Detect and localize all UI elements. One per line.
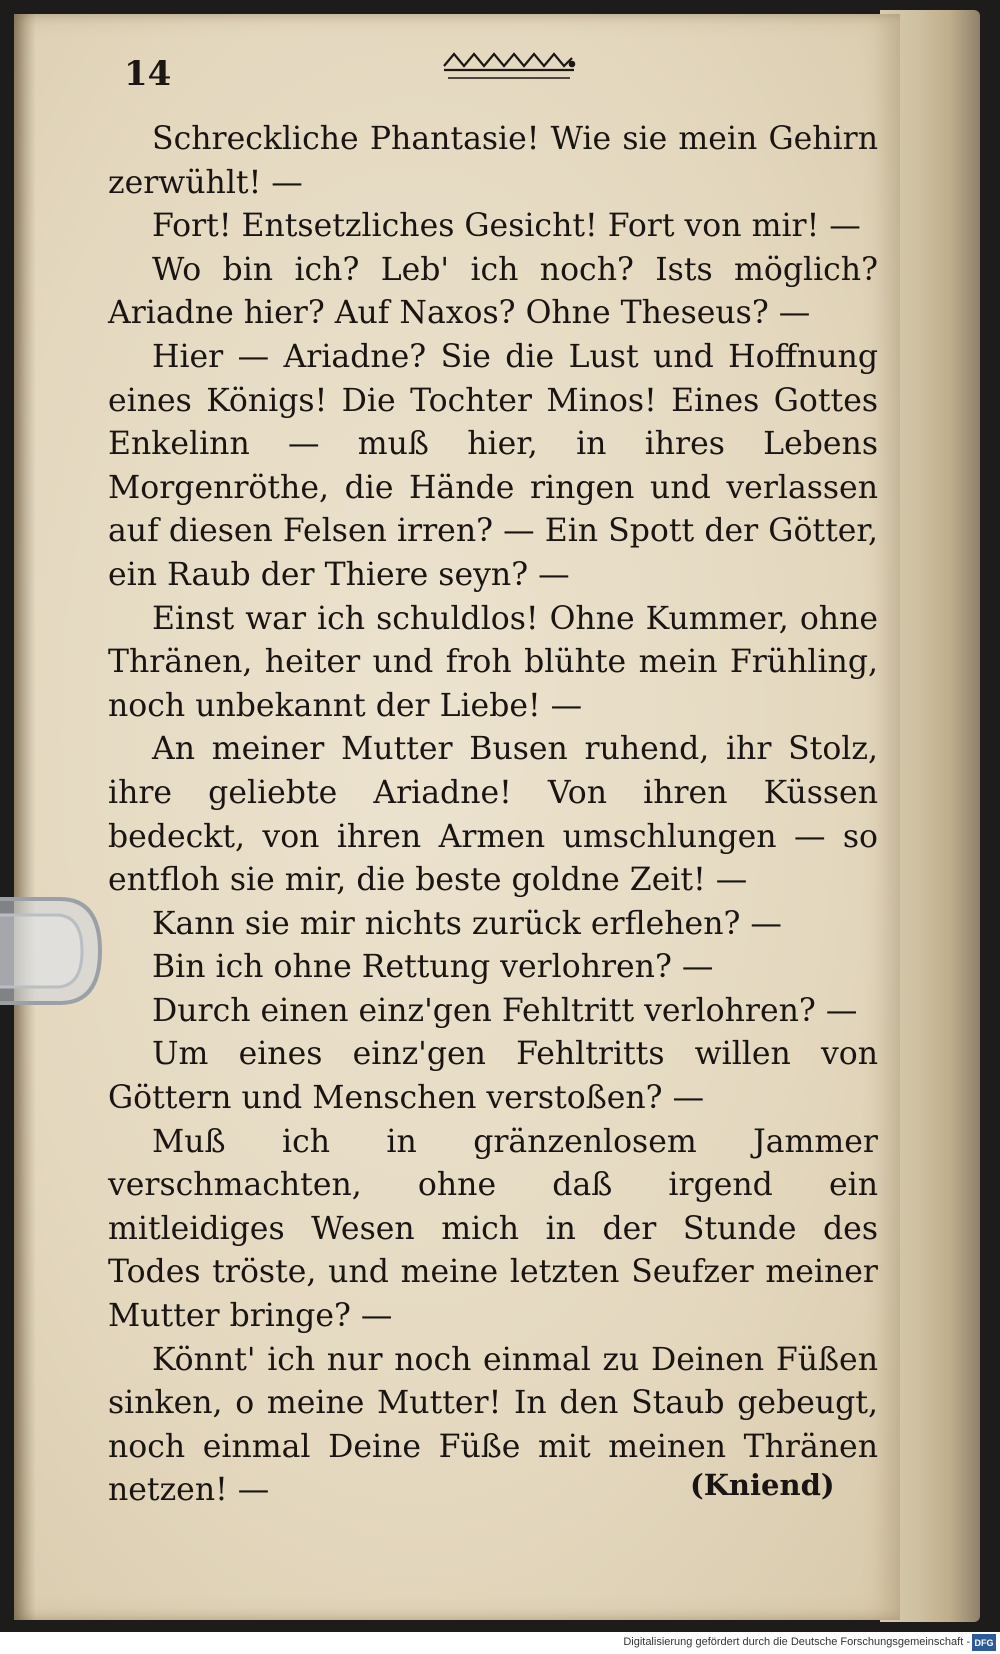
- paragraph: Durch einen einz'gen Fehltritt verlohren? —: [152, 992, 858, 1029]
- paragraph: Einst war ich schuldlos! Ohne Kummer, ohne Thränen, heiter und froh blühte mein Frühling, noch unbekannt der Liebe! —: [108, 600, 878, 724]
- paragraph: Bin ich ohne Rettung verlohren? —: [152, 949, 714, 986]
- paragraph: Schreckliche Phantasie! Wie sie mein Gehirn zerwühlt! —: [108, 121, 878, 201]
- paragraph: Wo bin ich? Leb' ich noch? Ists möglich? Ariadne hier? Auf Naxos? Ohne Theseus? —: [108, 251, 878, 332]
- paragraph: Muß ich in gränzenlosem Jammer verschmachten, ohne daß irgend ein mitleidiges Wesen mich in der Stunde des Todes tröste, und meine letzten Seufzer meiner Mutter bringe? —: [108, 1123, 878, 1335]
- paragraph: Hier — Ariadne? Sie die Lust und Hoffnung eines Königs! Die Tochter Minos! Eines Gottes Enkelinn — muß hier, in ihres Lebens Morgenröthe, die Hände ringen und verlassen auf diesen Felsen irren? — Ein Spott der Götter, ein Raub der Thiere seyn? —: [108, 338, 878, 593]
- paragraph: Fort! Entsetzliches Gesicht! Fort von mir! —: [152, 208, 861, 245]
- paragraph: Um eines einz'gen Fehltritts willen von Göttern und Menschen verstoßen? —: [108, 1036, 878, 1117]
- dfg-logo: DFG: [972, 1634, 996, 1651]
- header-ornament: [440, 48, 578, 88]
- paragraph: Könnt' ich nur noch einmal zu Deinen Füßen sinken, o meine Mutter! In den Staub gebeugt, noch einmal Deine Füße mit meinen Thränen netzen! —: [108, 1341, 878, 1509]
- paragraph: Kann sie mir nichts zurück erflehen? —: [152, 905, 782, 942]
- gutter-shadow: [14, 14, 36, 1620]
- body-text: [108, 118, 878, 1513]
- page-clip: [0, 893, 106, 1009]
- stage-direction: (Kniend): [690, 1468, 835, 1502]
- footer-credit: Digitalisierung gefördert durch die Deutsche Forschungsgemeinschaft -: [623, 1636, 970, 1648]
- paragraph: An meiner Mutter Busen ruhend, ihr Stolz, ihre geliebte Ariadne! Von ihren Küssen bedeckt, von ihren Armen umschlungen — so entfloh sie mir, die beste goldne Zeit! —: [108, 731, 878, 899]
- page-number: 14: [124, 54, 172, 94]
